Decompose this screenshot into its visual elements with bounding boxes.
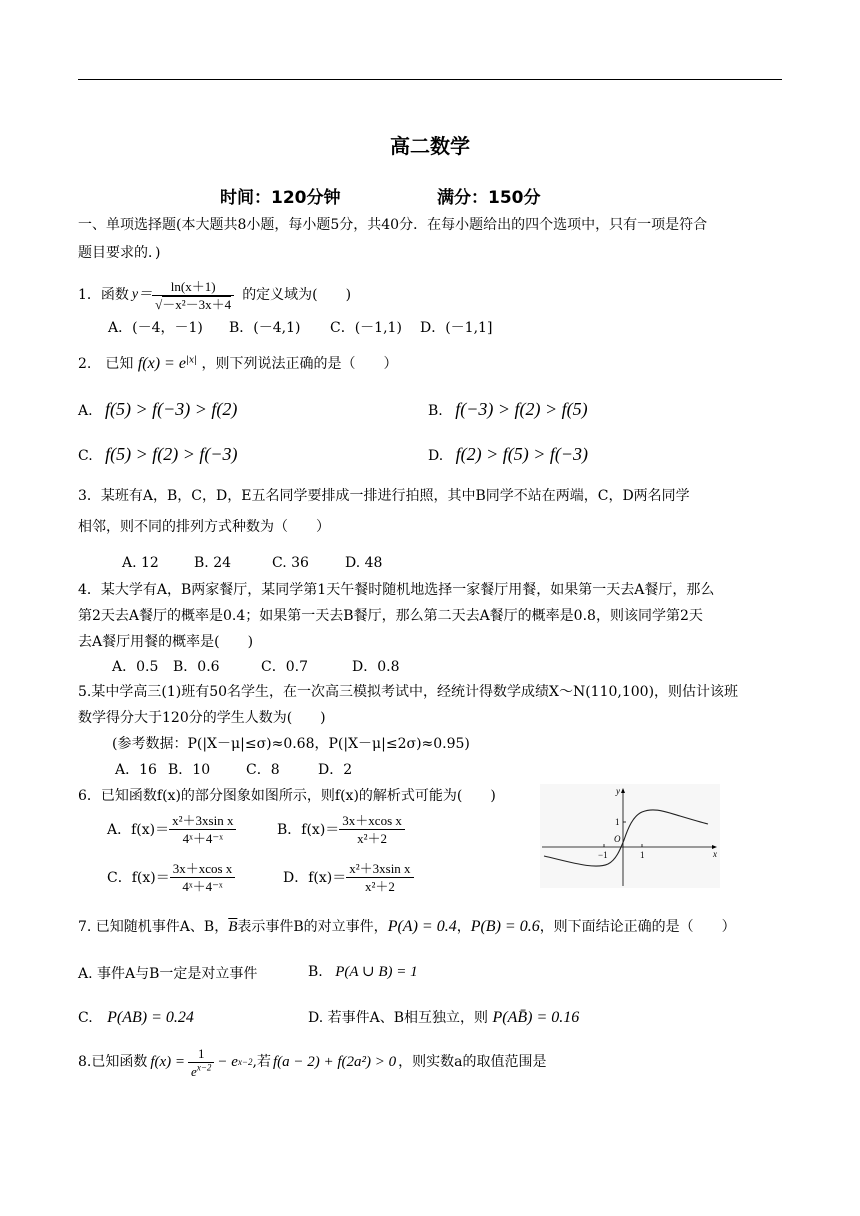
q2-option-a-expr: f(5) > f(−3) > f(2) [105,399,238,419]
q6-option-b-num: 3x＋xcos x [339,812,405,830]
question-3-line1: 3．某班有A，B，C，D，E五名同学要排成一排进行拍照，其中B同学不站在两端，C，D两名同学 [78,488,690,504]
question-6-stem: 6．已知函数f(x)的部分图象如图所示，则f(x)的解析式可能为( ) [78,788,496,804]
q7-option-b-label: B. [308,964,323,980]
q8-den-exp: x−2 [196,1062,212,1073]
q8-prefix: 8.已知函数 [78,1054,148,1070]
q1-fraction [152,278,234,313]
graph-label-y-one: 1 [615,817,620,827]
q6-function-graph [540,784,720,888]
q8-mid: ,若 [252,1054,271,1070]
q5-reference: (参考数据：P(|X－μ|≤σ)≈0.68，P(|X－μ|≤2σ)≈0.95) [112,736,470,752]
q1-func-lhs: y＝ [131,287,153,302]
question-4-line3: 去A餐厅用餐的概率是( ) [78,634,254,650]
q7-option-c [78,1008,194,1028]
q1-numerator: ln(x＋1) [152,278,234,296]
q6-option-d-den: x²＋2 [364,879,395,894]
q7-stem-b: 表示事件B的对立事件， [237,919,388,935]
question-1-stem [78,278,351,312]
q3-option-a: A. 12 [122,555,159,571]
q6-option-c-num: 3x＋xcos x [170,860,236,878]
q6-option-c-den: 4ˣ＋4⁻ˣ [182,879,223,894]
q1-option-c: C．(－1,1) [330,320,402,336]
graph-label-pos-one: 1 [640,850,645,860]
q6-option-a-den: 4ˣ＋4⁻ˣ [182,831,223,846]
q7-stem-c: ，则下面结论正确的是（ ） [539,919,736,935]
q6-option-b-fraction [339,812,405,847]
graph-label-origin: O [614,834,621,844]
q2-func: f(x) = e [137,355,186,372]
q2-option-b [428,399,588,421]
q4-option-b: B．0.6 [173,659,220,675]
q2-option-c-expr: f(5) > f(2) > f(−3) [105,444,238,464]
exam-score: 满分：150分 [437,188,541,208]
q1-radicand: －x²－3x＋4 [162,296,232,312]
question-7-stem: 7. 已知随机事件A、B，$\overline{B}$表示事件B的对立事件，P(A) = 0.4，P(B) = 0.6，则下面结论正确的是（ ） [78,918,736,935]
section-heading: 一、单项选择题(本大题共8小题，每小题5分，共40分．在每小题给出的四个选项中，只有一项是符合 [78,217,708,233]
q1-option-a: A．(－4，－1) [108,320,203,336]
q7-option-a: A. 事件A与B一定是对立事件 [78,966,258,982]
q6-option-d [283,860,414,895]
q2-prefix: 2. 已知 [78,356,134,372]
q4-option-a: A．0.5 [112,659,159,675]
q2-option-a-label: A. [78,403,93,419]
q2-option-d [428,444,588,466]
q2-tail: ，则下列说法正确的是（ ） [201,356,398,372]
q3-option-c: C. 36 [272,555,309,571]
q5-option-a: A．16 [115,762,157,778]
question-5-line2: 数学得分大于120分的学生人数为( ) [78,710,326,726]
q3-option-b: B. 24 [194,555,232,571]
q4-option-d: D．0.8 [352,659,400,675]
q8-tail: ，则实数a的取值范围是 [398,1054,547,1070]
exam-time: 时间：120分钟 [220,188,341,208]
q6-option-a [107,812,236,847]
q7-option-c-label: C. [78,1010,93,1026]
q8-fraction [188,1045,214,1080]
q8-func-lhs: f(x) = [150,1054,186,1070]
q7-option-b [308,962,418,982]
q1-option-b: B．(－4,1) [229,320,301,336]
q2-option-b-expr: f(−3) > f(2) > f(5) [455,399,588,419]
q2-option-c-label: C. [78,448,93,464]
q6-option-d-num: x²＋3xsin x [346,860,413,878]
question-3-line2: 相邻，则不同的排列方式种数为（ ） [78,519,330,535]
q6-option-c [107,860,235,895]
q6-option-a-fraction [169,812,236,847]
q6-option-c-label: C．f(x)＝ [107,869,170,886]
graph-label-x: x [713,849,717,859]
graph-label-y: y [616,786,620,796]
q7-bbar: $\overline{B}$ [228,919,238,935]
q1-option-d: D．(－1,1] [420,320,493,336]
q2-option-c [78,444,238,466]
q3-option-d: D. 48 [345,555,383,571]
q1-denominator: √－x²－3x＋4 [155,296,232,312]
q6-option-d-label: D．f(x)＝ [283,869,347,886]
graph-background [540,784,720,888]
question-4-line1: 4．某大学有A，B两家餐厅，某同学第1天午餐时随机地选择一家餐厅用餐，如果第一天去A餐厅，那么 [78,582,715,598]
question-8-stem: 8.已知函数 f(x) = $\frac{1}{e^{x-2}}$ − e x−2 ,若 f(a − 2) + f(2a²) > 0 ，则实数a的取值范围是 [78,1045,547,1079]
q7-pb: P(B) = 0.6 [470,918,540,935]
q8-minus-term: − e [217,1054,238,1070]
q7-option-c-expr: P(AB) = 0.24 [107,1009,194,1026]
q2-option-a [78,399,237,421]
q6-option-a-label: A．f(x)＝ [107,821,170,838]
q1-prefix: 1．函数 [78,287,129,303]
q8-denominator [188,1063,214,1080]
q6-option-b-den: x²＋2 [357,831,388,846]
page-title: 高二数学 [390,134,470,158]
q6-option-a-num: x²＋3xsin x [169,812,236,830]
q7-pa: P(A) = 0.4 [387,918,457,935]
q6-option-b [277,812,405,847]
q7-option-d-label: D. 若事件A、B相互独立，则 [308,1010,489,1026]
q4-option-c: C．0.7 [261,659,308,675]
q5-option-b: B．10 [168,762,211,778]
q7-option-d [308,1008,579,1028]
q8-condition: f(a − 2) + f(2a²) > 0 [272,1054,397,1070]
q7-option-d-expr: P(AB̄) = 0.16 [492,1009,580,1026]
q8-den-base: e [191,1063,197,1079]
q7-option-b-expr: P(A ∪ B) = 1 [335,964,418,980]
q1-suffix: 的定义域为( ) [242,287,352,303]
q2-option-d-expr: f(2) > f(5) > f(−3) [455,444,589,464]
question-2-stem [78,354,398,374]
q8-numerator: 1 [188,1045,214,1063]
graph-label-neg-one: −1 [598,850,608,860]
question-4-line2: 第2天去A餐厅的概率是0.4；如果第一天去B餐厅，那么第二天去A餐厅的概率是0.8，则该同学第2天 [78,608,703,624]
q5-option-c: C．8 [246,762,280,778]
q6-option-b-label: B．f(x)＝ [277,821,340,838]
q5-option-d: D．2 [318,762,353,778]
section-heading-cont: 题目要求的．) [78,245,161,261]
q6-option-d-fraction [346,860,413,895]
header-rule [78,79,782,80]
q6-option-c-fraction [170,860,236,895]
question-5-line1: 5.某中学高三(1)班有50名学生，在一次高三模拟考试中，经统计得数学成绩X～N(110,100)，则估计该班 [78,684,739,700]
q2-option-d-label: D. [428,448,444,464]
q2-exp: |x| [185,355,198,366]
q7-stem-a: 7. 已知随机事件A、B， [78,919,229,935]
q2-option-b-label: B. [428,403,443,419]
